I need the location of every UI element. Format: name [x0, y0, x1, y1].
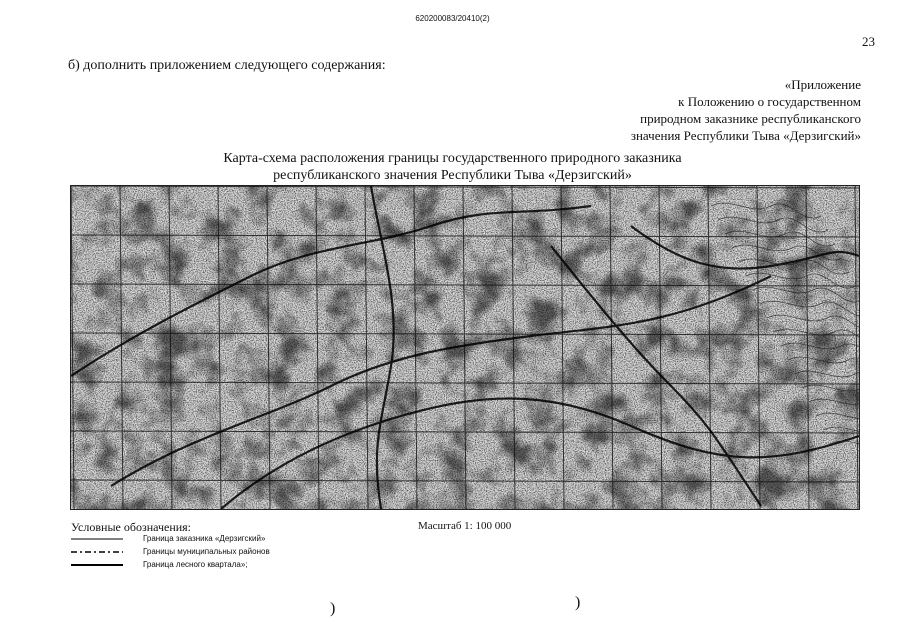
intro-text: б) дополнить приложением следующего содержания:	[68, 58, 386, 73]
map-image	[70, 185, 860, 510]
handwritten-mark: )	[330, 600, 336, 617]
document-id: 620200083/20410(2)	[415, 14, 490, 23]
legend-item-label: Границы муниципальных районов	[143, 547, 270, 556]
solid-line-symbol	[71, 536, 123, 542]
legend-item-label: Граница лесного квартала»;	[143, 560, 248, 569]
thick-line-symbol	[71, 562, 123, 568]
map-title-line: Карта-схема расположения границы государственного природного заказника	[223, 151, 682, 166]
map-title-line: республиканского значения Республики Тыва «Дерзигский»	[273, 168, 632, 183]
appendix-line: к Положению о государственном	[678, 94, 861, 109]
legend-item-label: Граница заказника «Дерзигский»	[143, 534, 266, 543]
dash-dot-line-symbol	[71, 549, 123, 555]
legend-item-municipal-boundary	[71, 547, 270, 556]
appendix-line: природном заказнике республиканского	[640, 111, 861, 126]
appendix-line: значения Республики Тыва «Дерзигский»	[630, 128, 861, 143]
legend-title: Условные обозначения:	[71, 520, 192, 534]
topographic-map	[71, 186, 859, 509]
map-scale: Масштаб 1: 100 000	[418, 520, 512, 532]
map-title	[0, 150, 905, 184]
appendix-header	[531, 76, 861, 144]
handwritten-mark: )	[575, 594, 581, 611]
page-number: 23	[862, 34, 875, 49]
legend-item-reserve-boundary	[71, 534, 265, 543]
legend-item-forest-block-boundary	[71, 560, 248, 569]
appendix-line: «Приложение	[784, 77, 861, 92]
